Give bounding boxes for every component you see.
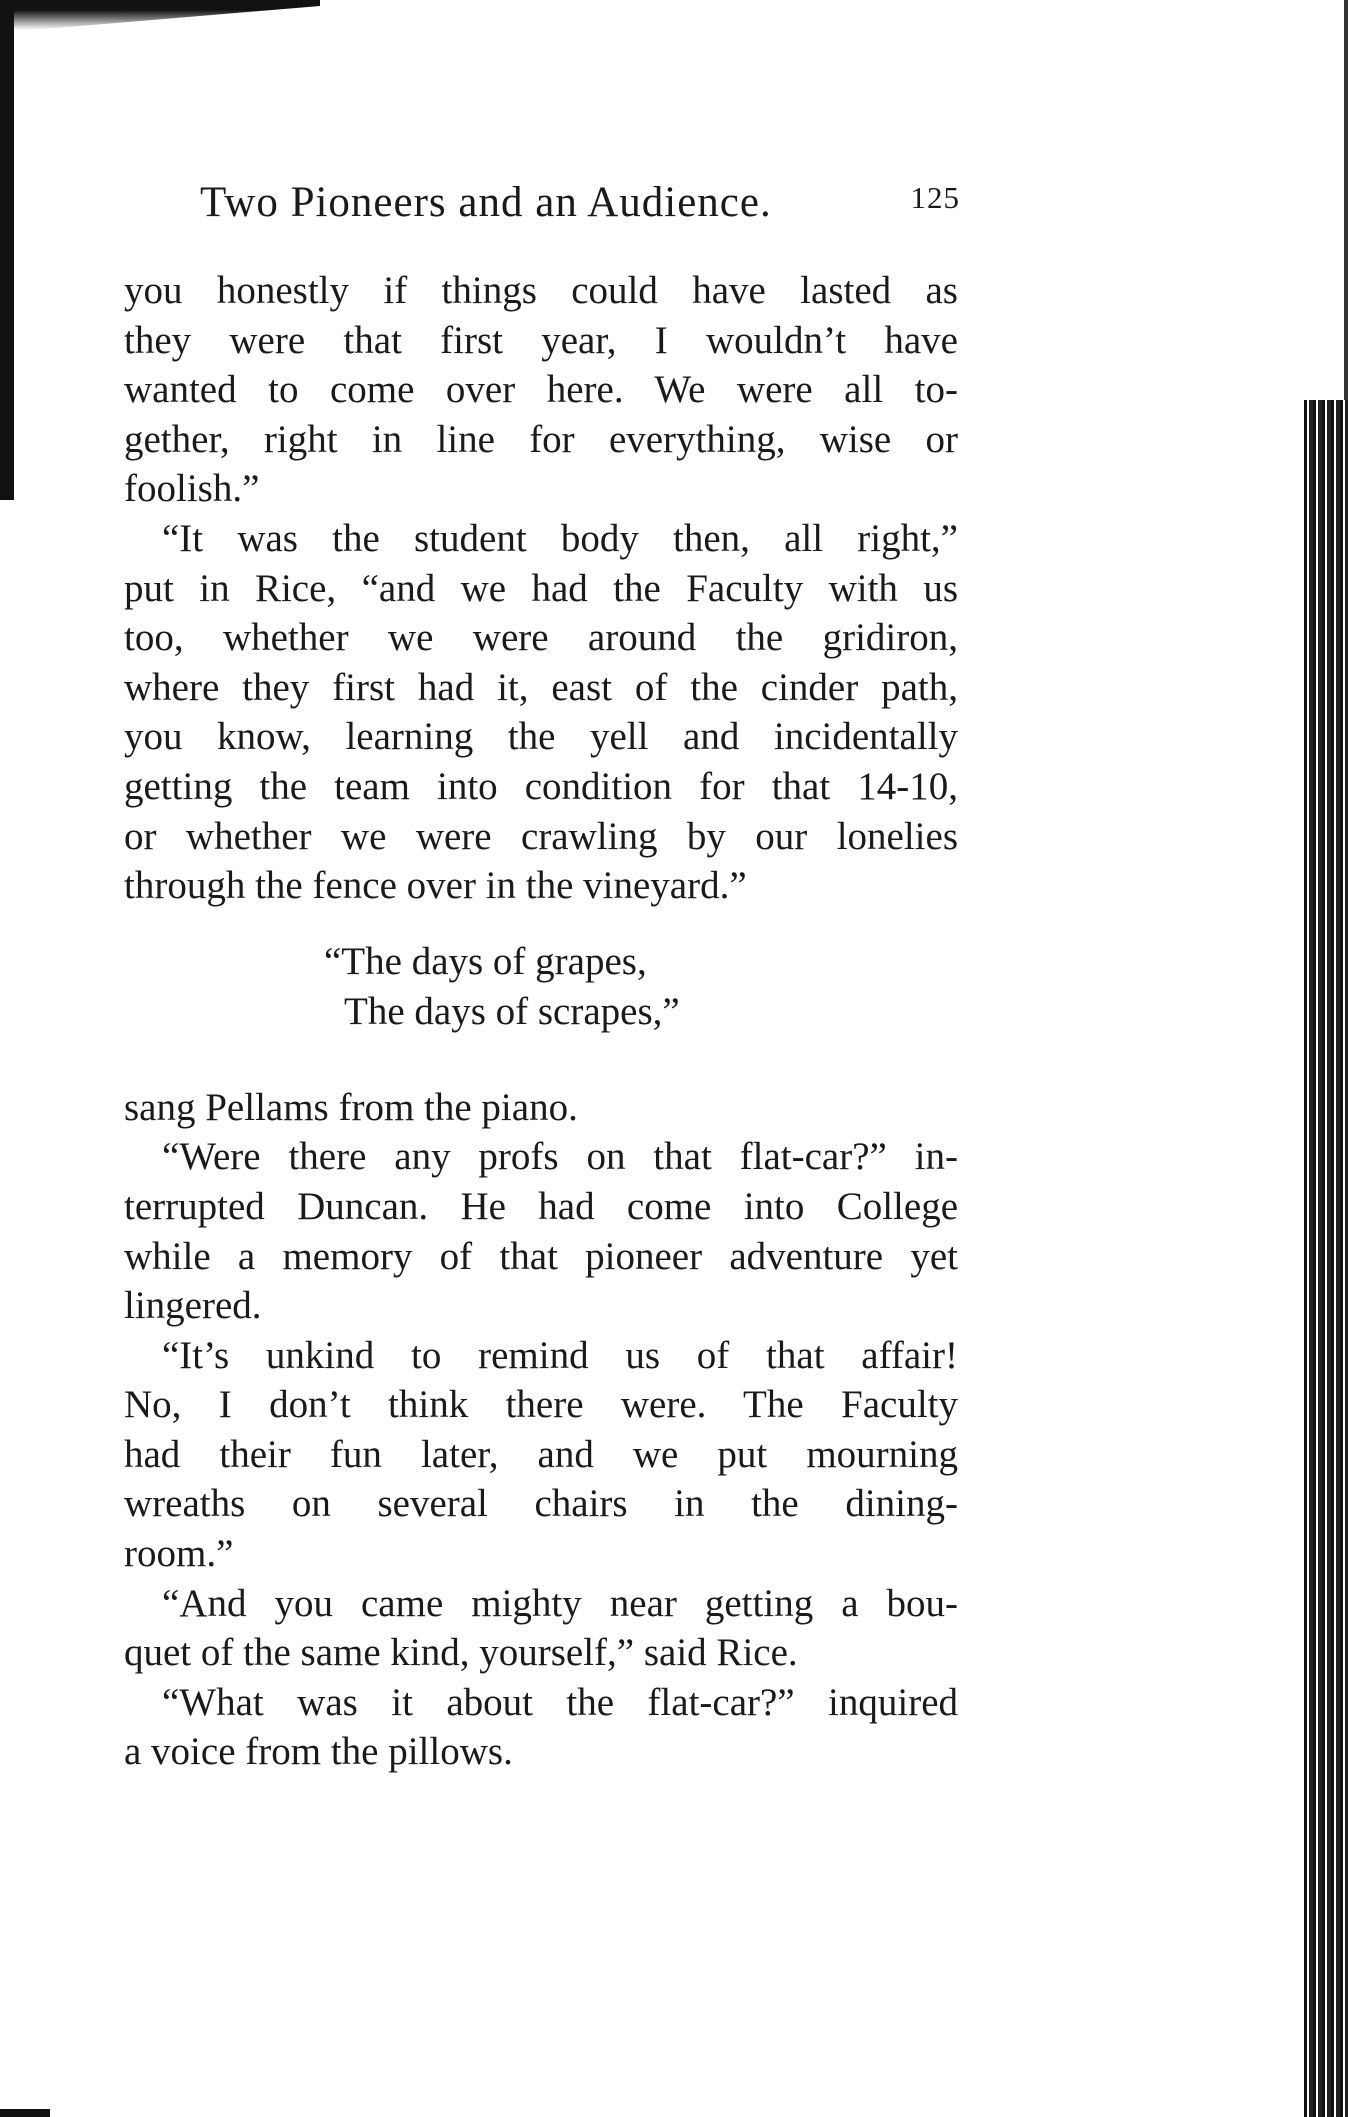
verse-line: “The days of grapes, [324,939,647,983]
running-head: Two Pioneers and an Audience. [200,179,772,226]
text-line: “Were there any profs on that flat-car?” in- [162,1135,958,1179]
text-line: “And you came mighty near getting a bou- [162,1581,958,1625]
text-line: wanted to come over here. We were all to- [124,368,958,412]
text-line: “What was it about the flat-car?” inquired [162,1680,958,1724]
page-bottom-mark [0,2109,50,2117]
text-line: too, whether we were around the gridiron, [124,616,958,660]
text-line: lingered. [124,1284,262,1328]
text-line: you know, learning the yell and incidentally [124,715,958,759]
page-edge-left [0,0,14,500]
text-line: No, I don’t think there were. The Faculty [124,1383,958,1427]
page-header [200,178,970,248]
text-line: where they first had it, east of the cinder path, [124,665,958,709]
text-line: or whether we were crawling by our lonelies [124,814,958,858]
text-line: terrupted Duncan. He had come into College [124,1184,958,1228]
page-edge-right-top [1344,0,1348,430]
text-line: had their fun later, and we put mourning [124,1432,958,1476]
text-line: foolish.” [124,467,260,511]
verse-block [124,937,958,1037]
text-line: wreaths on several chairs in the dining- [124,1482,958,1526]
text-line: sang Pellams from the piano. [124,1085,578,1129]
text-line: quet of the same kind, yourself,” said Rice. [124,1631,798,1675]
text-line: a voice from the pillows. [124,1730,513,1774]
page-edge-top [0,0,320,30]
verse-line: The days of scrapes,” [344,989,680,1033]
text-line: you honestly if things could have lasted as [124,269,958,312]
page-edge-right [1304,400,1348,2117]
text-line: they were that first year, I wouldn’t have [124,318,958,362]
text-line: while a memory of that pioneer adventure yet [124,1234,958,1278]
page-number: 125 [910,180,960,215]
text-line: room.” [124,1532,234,1576]
text-line: “It’s unkind to remind us of that affair! [162,1333,958,1377]
text-line: getting the team into condition for that 14-10, [124,764,958,808]
text-line: put in Rice, “and we had the Faculty with us [124,566,958,610]
body-text [124,266,958,1777]
text-line: “It was the student body then, all right,” [162,516,958,560]
text-line: through the fence over in the vineyard.” [124,864,747,908]
text-line: gether, right in line for everything, wise or [124,417,958,461]
